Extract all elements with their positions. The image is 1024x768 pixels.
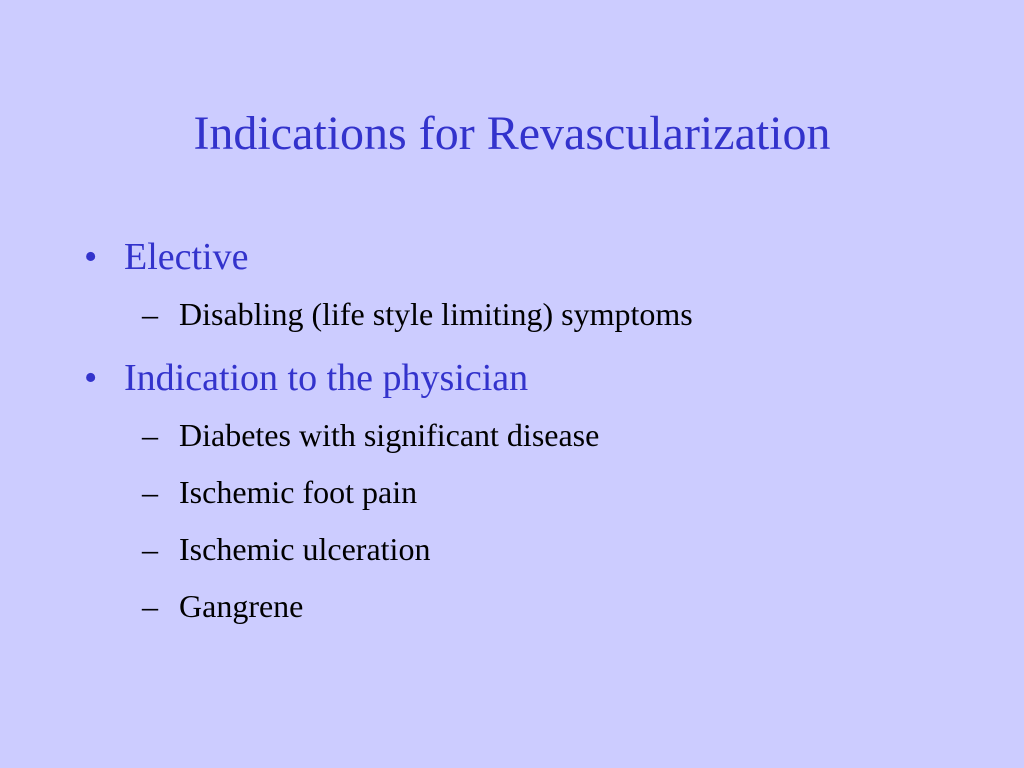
- dash-icon: –: [142, 296, 158, 332]
- sub-item: [132, 464, 984, 521]
- sub-item: [132, 407, 984, 464]
- sub-item-text: Disabling (life style limiting) symptoms: [179, 296, 693, 332]
- bullet-item-indication: [84, 351, 984, 635]
- bullet-item-elective: [84, 230, 984, 343]
- bullet-text: Indication to the physician: [124, 357, 529, 399]
- sub-list: [124, 286, 984, 343]
- dash-icon: –: [142, 531, 158, 567]
- bullet-icon: •: [84, 236, 98, 278]
- dash-icon: –: [142, 417, 158, 453]
- sub-list: [124, 407, 984, 635]
- sub-item: [132, 578, 984, 635]
- bullet-icon: •: [84, 357, 98, 399]
- bullet-list: [84, 230, 984, 643]
- sub-item: [132, 521, 984, 578]
- slide-title: Indications for Revascularization: [193, 107, 831, 160]
- dash-icon: –: [142, 474, 158, 510]
- dash-icon: –: [142, 588, 158, 624]
- sub-item-text: Diabetes with significant disease: [179, 417, 600, 453]
- sub-item-text: Ischemic foot pain: [179, 474, 418, 510]
- sub-item: [132, 286, 984, 343]
- sub-item-text: Ischemic ulceration: [179, 531, 431, 567]
- sub-item-text: Gangrene: [179, 588, 304, 624]
- bullet-text: Elective: [124, 236, 249, 278]
